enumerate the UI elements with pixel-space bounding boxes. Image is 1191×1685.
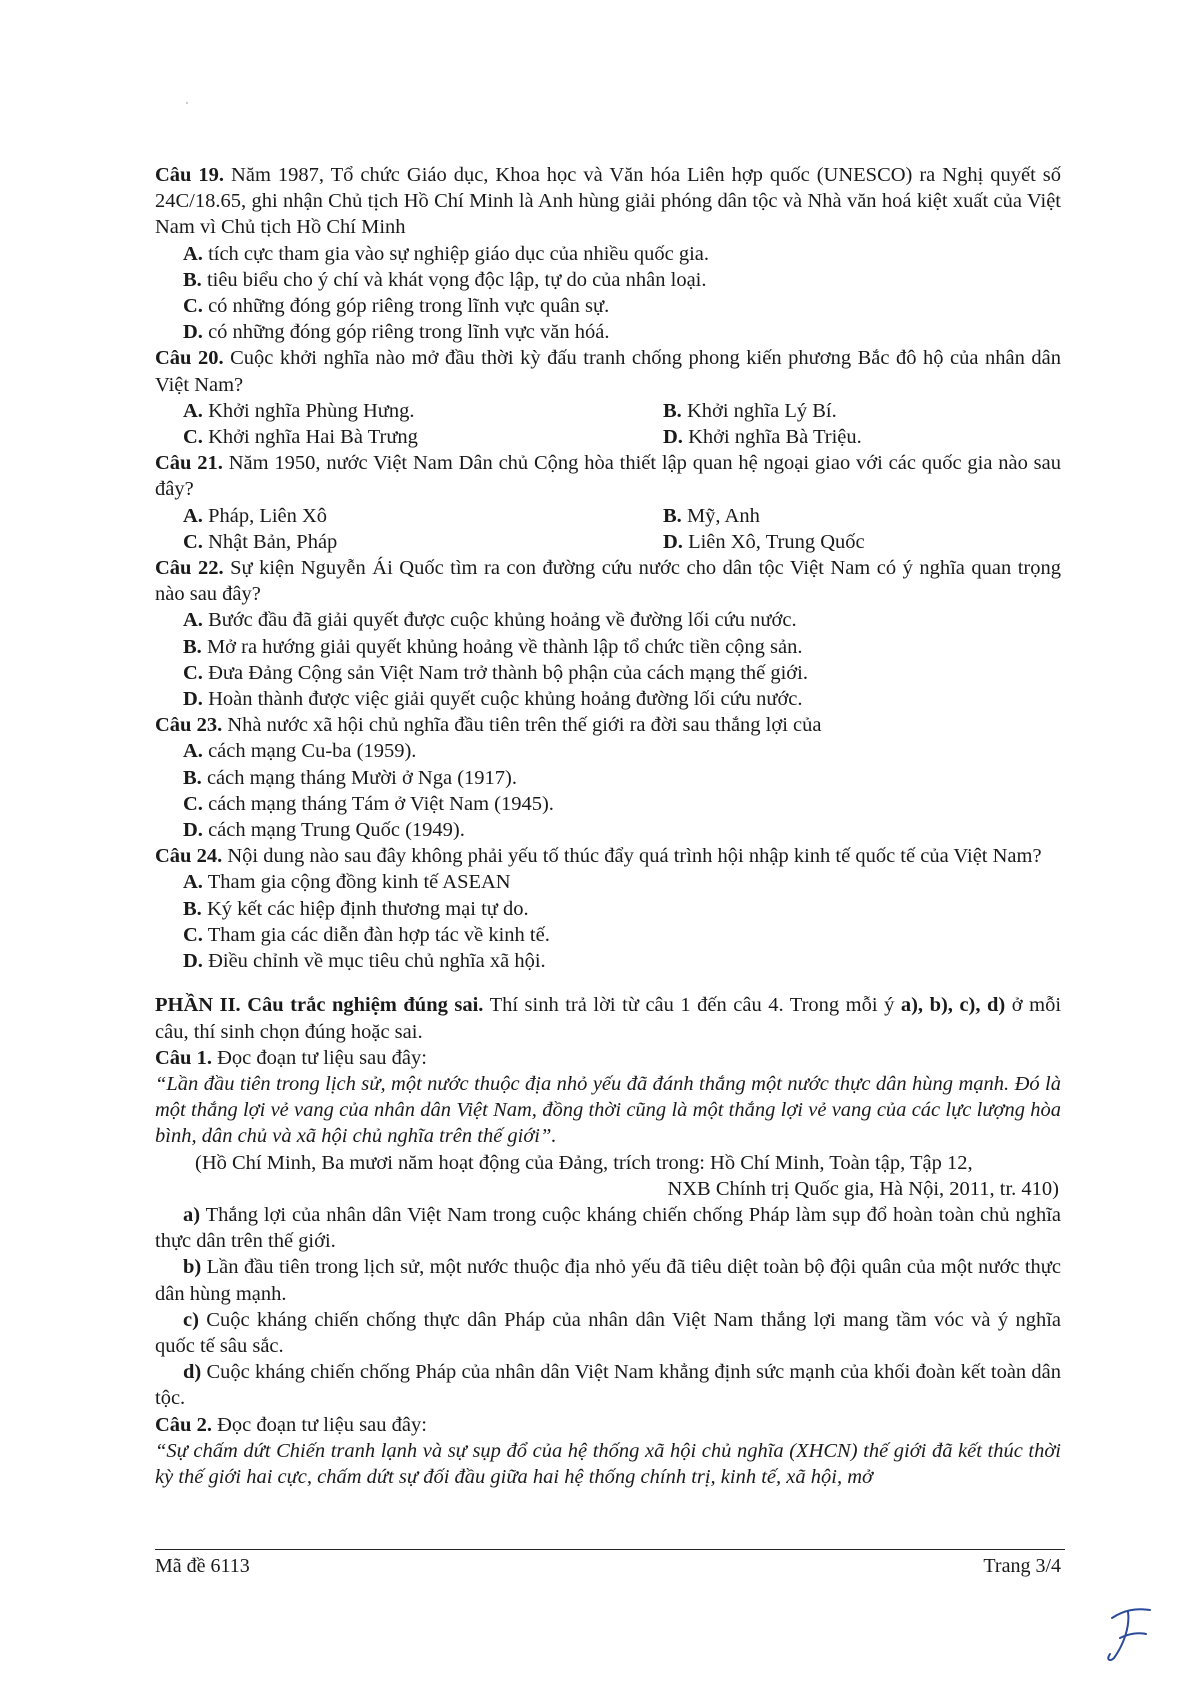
q19-option-b: B. tiêu biểu cho ý chí và khát vọng độc lập, tự do của nhân loại.: [183, 268, 707, 291]
q20-option-a: A. Khởi nghĩa Phùng Hưng.: [183, 399, 415, 422]
q1-statement-b: b) Lần đầu tiên trong lịch sử, một nước thuộc địa nhỏ yếu đã tiêu diệt toàn bộ đội quân của một nước thực dân hùng mạnh.: [155, 1256, 1061, 1305]
q23-option-d: D. cách mạng Trung Quốc (1949).: [183, 819, 465, 842]
question-23: Câu 23. Nhà nước xã hội chủ nghĩa đầu tiên trên thế giới ra đời sau thắng lợi của: [155, 714, 822, 737]
q1-statement-d: d) Cuộc kháng chiến chống Pháp của nhân dân Việt Nam khẳng định sức mạnh của khối đoàn kết toàn dân tộc.: [155, 1361, 1061, 1410]
q20-options-row-1: [155, 398, 1061, 424]
question-21: Câu 21. Năm 1950, nước Việt Nam Dân chủ Cộng hòa thiết lập quan hệ ngoại giao với các quốc gia nào sau đây?: [155, 452, 1061, 501]
page-number: Trang 3/4: [983, 1555, 1061, 1577]
q24-option-b: B. Ký kết các hiệp định thương mại tự do.: [183, 897, 529, 920]
footer-divider: [155, 1549, 1065, 1550]
q19-option-d: D. có những đóng góp riêng trong lĩnh vực văn hóá.: [183, 321, 610, 344]
exam-code: Mã đề 6113: [155, 1555, 250, 1577]
q23-option-c: C. cách mạng tháng Tám ở Việt Nam (1945).: [183, 792, 554, 815]
q20-option-b: B. Khởi nghĩa Lý Bí.: [663, 399, 837, 422]
q1-source-line-2: NXB Chính trị Quốc gia, Hà Nội, 2011, tr. 410): [667, 1177, 1059, 1200]
q24-option-a: A. Tham gia cộng đồng kinh tế ASEAN: [183, 871, 511, 894]
question-24: Câu 24. Nội dung nào sau đây không phải yếu tố thúc đẩy quá trình hội nhập kinh tế quốc tế của Việt Nam?: [155, 845, 1042, 868]
question-22: Câu 22. Sự kiện Nguyễn Ái Quốc tìm ra con đường cứu nước cho dân tộc Việt Nam có ý nghĩa quan trọng nào sau đây?: [155, 557, 1061, 606]
q1-statement-c: c) Cuộc kháng chiến chống thực dân Pháp của nhân dân Việt Nam thắng lợi mang tầm vóc và ý nghĩa quốc tế sâu sắc.: [155, 1308, 1061, 1357]
q19-option-a: A. tích cực tham gia vào sự nghiệp giáo dục của nhiều quốc gia.: [183, 242, 710, 265]
question-20: Câu 20. Cuộc khởi nghĩa nào mở đầu thời kỳ đấu tranh chống phong kiến phương Bắc đô hộ của nhân dân Việt Nam?: [155, 347, 1061, 396]
q20-options-row-2: [155, 424, 1061, 450]
part-2-instructions: PHẦN II. Câu trắc nghiệm đúng sai. Thí sinh trả lời từ câu 1 đến câu 4. Trong mỗi ý a), b), c), d) ở mỗi câu, thí sinh chọn đúng hoặc sai.: [155, 994, 1062, 1043]
scan-speck: [186, 102, 188, 104]
q1-source-line-1: (Hồ Chí Minh, Ba mươi năm hoạt động của Đảng, trích trong: Hồ Chí Minh, Toàn tập, Tập 12,: [195, 1151, 973, 1174]
part-2-heading: PHẦN II. Câu trắc nghiệm đúng sai.: [155, 994, 484, 1017]
q24-option-d: D. Điều chỉnh về mục tiêu chủ nghĩa xã hội.: [183, 950, 546, 973]
q22-option-b: B. Mở ra hướng giải quyết khủng hoảng về thành lập tổ chức tiền cộng sản.: [183, 635, 803, 658]
q24-option-c: C. Tham gia các diễn đàn hợp tác về kinh tế.: [183, 923, 550, 946]
page-footer: [155, 1553, 1061, 1579]
q21-option-a: A. Pháp, Liên Xô: [183, 504, 328, 527]
q20-option-c: C. Khởi nghĩa Hai Bà Trưng: [183, 426, 418, 449]
q19-option-c: C. có những đóng góp riêng trong lĩnh vực quân sự.: [183, 295, 610, 318]
part2-question-1: Câu 1. Đọc đoạn tư liệu sau đây:: [155, 1046, 427, 1069]
q23-option-b: B. cách mạng tháng Mười ở Nga (1917).: [183, 766, 517, 789]
q1-statement-a: a) Thắng lợi của nhân dân Việt Nam trong cuộc kháng chiến chống Pháp làm sụp đổ hoàn toàn chủ nghĩa thực dân trên thế giới.: [155, 1203, 1061, 1253]
q22-option-d: D. Hoàn thành được việc giải quyết cuộc khủng hoảng đường lối cứu nước.: [183, 688, 803, 711]
q21-options-row-1: [155, 503, 1061, 529]
q2-quote: “Sự chấm dứt Chiến tranh lạnh và sự sụp đổ của hệ thống xã hội chủ nghĩa (XHCN) thế giới đã kết thúc thời kỳ thế giới hai cực, chấm dứt sự đối đầu giữa hai hệ thống chính trị, kinh tế, xã hội, mở: [155, 1439, 1061, 1488]
part2-question-2: Câu 2. Đọc đoạn tư liệu sau đây:: [155, 1413, 427, 1436]
q21-option-b: B. Mỹ, Anh: [663, 504, 760, 527]
q21-option-c: C. Nhật Bản, Pháp: [183, 530, 338, 553]
q21-options-row-2: [155, 529, 1061, 555]
q21-option-d: D. Liên Xô, Trung Quốc: [663, 530, 865, 553]
section-gap: [155, 974, 1061, 992]
exam-content: [155, 162, 1061, 1490]
question-19: Câu 19. Năm 1987, Tổ chức Giáo dục, Khoa học và Văn hóa Liên hợp quốc (UNESCO) ra Nghị quyết số 24C/18.65, ghi nhận Chủ tịch Hồ Chí Minh là Anh hùng giải phóng dân tộc và Nhà văn hoá kiệt xuất của Việt Nam vì Chủ tịch Hồ Chí Minh: [155, 164, 1061, 239]
q22-option-c: C. Đưa Đảng Cộng sản Việt Nam trở thành bộ phận của cách mạng thế giới.: [183, 661, 808, 684]
q1-quote: “Lần đầu tiên trong lịch sử, một nước thuộc địa nhỏ yếu đã đánh thắng một nước thực dân hùng mạnh. Đó là một thắng lợi vẻ vang của nhân dân Việt Nam, đồng thời cũng là một thắng lợi vẻ vang của các lực lượng hòa bình, dân chủ và xã hội chủ nghĩa trên thế giới”.: [155, 1072, 1061, 1148]
q22-option-a: A. Bước đầu đã giải quyết được cuộc khủng hoảng về đường lối cứu nước.: [183, 609, 797, 632]
handwritten-signature: [1098, 1596, 1158, 1668]
q20-option-d: D. Khởi nghĩa Bà Triệu.: [663, 426, 862, 449]
q23-option-a: A. cách mạng Cu-ba (1959).: [183, 740, 417, 763]
